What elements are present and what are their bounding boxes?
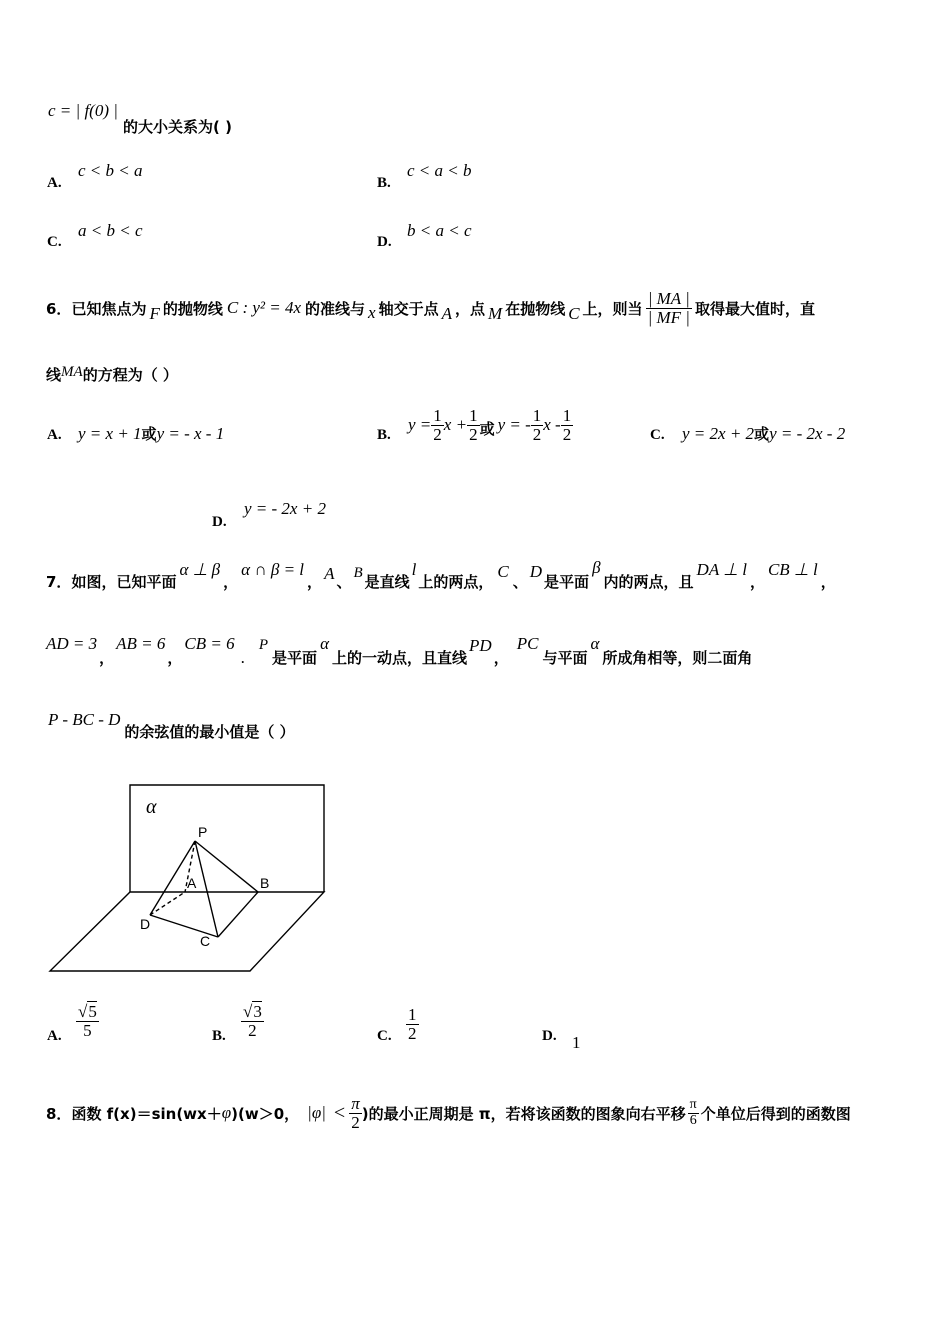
q7-comma: ，	[167, 649, 183, 667]
q7-text-8: 与平面	[542, 649, 588, 667]
q7-stem-line3	[48, 706, 295, 742]
q6-text-1: 已知焦点为	[71, 299, 147, 318]
q5-option-a-label: A.	[47, 175, 62, 191]
q7-comma: ，	[307, 573, 323, 591]
q6-x-axis: x	[368, 303, 376, 322]
frac-num: 1	[433, 405, 442, 425]
q7-text-2: 是直线	[364, 573, 410, 591]
q6-ratio-fraction	[646, 290, 692, 327]
q7-option-d-value: 1	[572, 1033, 581, 1052]
q7-option-a-num: 5	[88, 1002, 97, 1021]
q6-option-b-eq1-mid: x +	[443, 415, 468, 434]
q7-option-b-den: 2	[248, 1020, 257, 1040]
q7-line-PC: PC	[516, 634, 539, 653]
q7-comma: ，	[820, 573, 836, 591]
q6-parabola-eq: C : y² = 4x	[226, 298, 302, 317]
frac-num: 1	[469, 405, 478, 425]
q7-text-1: 如图，已知平面	[71, 573, 177, 591]
frac-num: 1	[532, 405, 542, 425]
q6-ratio-denominator: | MF |	[647, 307, 690, 327]
q7-option-c-num: 1	[408, 1005, 417, 1024]
q7-number: 7．	[46, 573, 72, 591]
q6-option-b-frac2	[467, 407, 480, 444]
fig-label-A: A	[187, 875, 197, 891]
q8-text-2: )(w＞0，	[231, 1104, 300, 1123]
q8-phi: φ	[221, 1103, 232, 1122]
q5-option-d-label: D.	[377, 234, 392, 250]
q7-comma: ，	[223, 573, 239, 591]
q8-stem-line1	[46, 1090, 851, 1136]
q6-option-b-frac1	[431, 407, 444, 444]
q6-curve-C: C	[568, 304, 580, 323]
q8-pi6-num: π	[689, 1096, 697, 1112]
q6-option-b-eq2-mid: x -	[543, 415, 561, 434]
frac-den: 2	[433, 424, 442, 444]
q6-option-a-eq1: y = x + 1	[78, 424, 142, 443]
fig-label-alpha: α	[146, 796, 157, 818]
q7-text-4: 是平面	[544, 573, 590, 591]
q6-option-c-or: 或	[754, 425, 770, 443]
q7-option-b-label: B.	[212, 1028, 226, 1044]
q6-text-6: 在抛物线	[505, 299, 566, 318]
q5-option-b-value: c < a < b	[407, 161, 472, 180]
q8-less-than: <	[333, 1101, 346, 1124]
q6-line-MA: MA	[61, 364, 83, 380]
q8-text-3: )的最小正周期是 π，若将该函数的图象向右平移	[361, 1104, 686, 1123]
q6-text-7: 上，则当	[582, 299, 643, 318]
q7-line-PD: PD	[469, 636, 492, 655]
q6-line2-b: 的方程为（ ）	[82, 366, 178, 384]
q7-alpha-perp-beta: α ⊥ β	[179, 560, 221, 579]
q7-CB-perp-l: CB ⊥ l	[767, 560, 818, 579]
frac-den: 2	[469, 424, 478, 444]
q6-ratio-numerator: | MA |	[647, 288, 690, 308]
q7-plane-beta: β	[592, 558, 601, 577]
q7-comma: ，	[99, 649, 115, 667]
q7-stem-line1	[46, 560, 836, 592]
q5-option-a-value: c < b < a	[78, 161, 143, 180]
q7-dot: .	[240, 648, 245, 667]
edge-PB	[195, 841, 258, 892]
q8-pi-over-2	[349, 1095, 362, 1132]
q6-option-b-frac3	[531, 407, 544, 444]
q7-sep: 、	[336, 573, 352, 591]
q6-point-M: M	[488, 304, 503, 323]
q7-option-a-den: 5	[83, 1020, 92, 1040]
edge-CB	[218, 892, 258, 937]
q8-text-4: 个单位后得到的函数图	[700, 1104, 851, 1123]
q6-option-d-eq: y = - 2x + 2	[244, 499, 326, 518]
q6-point-A: A	[441, 304, 452, 323]
q6-text-3: 的准线与	[305, 299, 366, 318]
q8-pi6-den: 6	[689, 1112, 697, 1128]
q5-stem-math: c = | f(0) |	[48, 101, 118, 120]
q7-option-a-label: A.	[47, 1028, 62, 1044]
q6-text-5: ，点	[455, 299, 486, 318]
q6-option-b-frac4	[561, 407, 574, 444]
q7-text-5: 内的两点，且	[603, 573, 694, 591]
q8-text-1: 函数 f(x)＝sin(wx＋	[71, 1104, 222, 1123]
q7-point-P: P	[258, 637, 269, 653]
edge-DA	[150, 892, 185, 915]
frac-den: 2	[562, 424, 572, 444]
q7-AB-eq: AB = 6	[116, 634, 166, 653]
fig-label-C: C	[200, 933, 211, 949]
q7-AD-eq: AD = 3	[46, 634, 98, 653]
q7-CB-eq: CB = 6	[184, 634, 235, 653]
q6-option-c	[682, 423, 845, 444]
q6-text-4: 轴交于点	[378, 299, 439, 318]
q6-option-d-label: D.	[212, 514, 227, 530]
q6-option-c-label: C.	[650, 427, 665, 443]
sqrt-sign: √	[243, 1002, 253, 1021]
q7-point-C: C	[497, 562, 509, 581]
fig-label-B: B	[260, 875, 270, 891]
fig-label-P: P	[198, 824, 208, 840]
q6-option-b-eq1-pre: y =	[408, 415, 432, 434]
q6-option-c-eq2: y = - 2x - 2	[769, 424, 846, 443]
q6-option-a-label: A.	[47, 427, 62, 443]
q6-option-a-eq2: y = - x - 1	[156, 424, 225, 443]
q6-line2-a: 线	[46, 366, 62, 384]
q8-pi-over-6	[688, 1098, 699, 1128]
q7-option-b-frac	[241, 1003, 264, 1040]
plane-beta-outline	[50, 892, 324, 971]
q7-comma: ，	[749, 573, 765, 591]
q7-text-7: 上的一动点，且直线	[332, 649, 468, 667]
q7-text-3: 上的两点，	[418, 573, 494, 591]
q5-option-c-label: C.	[47, 234, 62, 250]
q6-number: 6．	[46, 299, 72, 318]
edge-PC	[195, 841, 218, 937]
q6-option-b-or: 或	[479, 419, 495, 438]
q5-option-b-label: B.	[377, 175, 391, 191]
plane-alpha-outline	[130, 785, 324, 892]
q6-stem-line1	[46, 278, 815, 338]
q6-focus-F: F	[149, 304, 160, 323]
q6-option-b	[408, 401, 573, 449]
q7-option-c-label: C.	[377, 1028, 392, 1044]
q7-option-d-label: D.	[542, 1028, 557, 1044]
q7-line-l: l	[411, 560, 417, 579]
q5-option-d-value: b < a < c	[407, 221, 472, 240]
q5-stem-text: 的大小关系为( )	[123, 118, 232, 136]
q6-option-b-label: B.	[377, 427, 391, 443]
q7-text-10: 的余弦值的最小值是（ ）	[124, 723, 295, 741]
q7-option-b-num: 3	[253, 1002, 262, 1021]
fig-label-D: D	[140, 916, 151, 932]
q7-figure	[40, 775, 340, 985]
q8-abs-phi: |φ|	[307, 1103, 326, 1122]
q7-plane-alpha: α	[590, 634, 600, 653]
frac-den: 2	[532, 424, 542, 444]
frac-num: 1	[562, 405, 572, 425]
q7-comma: ，	[493, 649, 509, 667]
q7-dihedral-angle: P - BC - D	[48, 710, 121, 729]
q6-option-b-eq2-pre: y = -	[497, 415, 531, 434]
sqrt-sign: √	[78, 1002, 88, 1021]
q8-number: 8．	[46, 1104, 72, 1123]
q6-option-a	[78, 423, 224, 444]
q6-option-a-or: 或	[141, 425, 157, 443]
q8-pi-num: π	[351, 1093, 360, 1113]
q7-option-a-frac	[76, 1003, 99, 1040]
q7-option-c-frac	[406, 1006, 419, 1043]
q7-text-6: 是平面	[272, 649, 318, 667]
q5-option-c-value: a < b < c	[78, 221, 143, 240]
q7-text-9: 所成角相等，则二面角	[602, 649, 753, 667]
q6-text-8: 取得最大值时，直	[694, 299, 815, 318]
q7-point-D: D	[529, 562, 543, 581]
q7-stem-line2	[46, 630, 752, 668]
q7-point-B: B	[353, 565, 363, 581]
q7-DA-perp-l: DA ⊥ l	[696, 560, 747, 579]
q7-plane-alpha: α	[320, 634, 329, 653]
q6-stem-line2	[46, 364, 178, 385]
q7-sep: 、	[512, 573, 528, 591]
q8-pi-den: 2	[351, 1112, 360, 1132]
q6-option-c-eq1: y = 2x + 2	[682, 424, 755, 443]
q7-point-A: A	[324, 564, 335, 583]
q7-option-c-den: 2	[408, 1023, 417, 1043]
q7-intersection-l: α ∩ β = l	[241, 560, 305, 579]
q6-text-2: 的抛物线	[162, 299, 223, 318]
